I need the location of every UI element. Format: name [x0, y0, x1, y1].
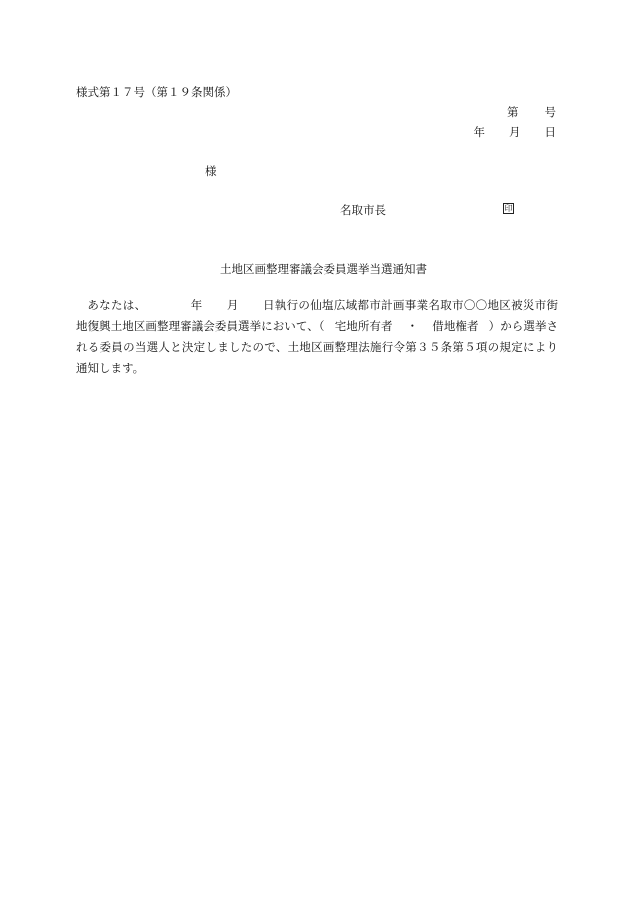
document-number-line	[507, 104, 556, 120]
addressee-line	[205, 163, 217, 179]
body-closing: ）から選挙される委員の当選人と決定しましたので、土地区画整理法施行令第３５条第５項の規定により通知します。	[76, 319, 559, 375]
form-number-label: 様式第１７号（第１９条関係）	[76, 85, 237, 99]
document-title: 土地区画整理審議会委員選挙当選通知書	[220, 262, 427, 276]
issuer-name: 名取市長	[340, 203, 386, 217]
date-month: 月	[509, 125, 521, 139]
date-year: 年	[473, 125, 485, 139]
body-option-separator: ・	[406, 319, 419, 333]
seal-mark: 印	[504, 204, 513, 213]
body-option-landowner: 宅地所有者	[334, 319, 393, 333]
document-number-suffix: 号	[544, 105, 556, 119]
body-month: 月	[226, 298, 239, 312]
body-intro: あなたは、	[87, 298, 147, 312]
body-paragraph	[76, 295, 558, 379]
date-day: 日	[544, 125, 556, 139]
document-number-prefix: 第	[507, 105, 519, 119]
body-year: 年	[190, 298, 203, 312]
issuer-line	[340, 202, 386, 218]
date-line	[474, 124, 557, 140]
body-day-text: 日執行の仙塩広域都市計画事業名取市〇〇地区被災市街地復興土地区画整理審議会委員選挙において、（	[76, 298, 559, 333]
addressee-suffix: 様	[205, 164, 217, 178]
body-option-leaseholder: 借地権者	[432, 319, 479, 333]
